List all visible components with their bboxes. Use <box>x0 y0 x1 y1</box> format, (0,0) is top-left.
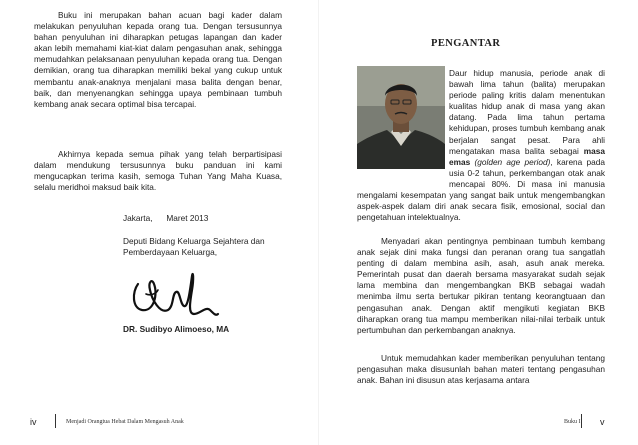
signer-title: Deputi Bidang Keluarga Sejahtera dan Pemberdayaan Keluarga, <box>123 236 265 258</box>
intro-text-pre: Daur hidup manusia, periode anak di bawah lima tahun (balita) merupakan periode paling kritis dalam menentukan kualitas hidup anak di masa yang akan datang. Pada lima tahun pertama kehidupan, proses tumbuh kembang anak berjalan sangat pesat. Para ahli mengatakan masa balita sebagai <box>449 68 605 156</box>
handwritten-signature <box>128 270 220 322</box>
page-title: PENGANTAR <box>431 38 501 49</box>
right-footer-rule <box>581 414 582 428</box>
right-paragraph-3-block <box>357 353 605 386</box>
left-page-number: iv <box>30 417 37 427</box>
place-date: Jakarta, Maret 2013 <box>123 213 209 223</box>
left-paragraph-2-block <box>34 149 282 193</box>
left-paragraph-1: Buku ini merupakan bahan acuan bagi kader dalam melakukan penyuluhan kepada orang tua. Dengan tersusunnya bahan penyuluhan ini diharapkan petugas lapangan dan kader akan lebih memahami kiat-kiat dalam pengasuhan anak, sehingga memudahkan pelaksanaan penyuluhan kepada orang tua. Dengan demikian, orang tua diharapkan memiliki bekal yang cukup untuk membantu anak-anaknya menjalani masa balita dengan benar, baik, dan menyenangkan sehingga upaya pembinaan tumbuh kembang anak secara optimal bisa tercapai. <box>34 10 282 109</box>
left-running-title: Menjadi Orangtua Hebat Dalam Mengasuh Anak <box>66 419 184 425</box>
left-paragraph-2: Akhirnya kepada semua pihak yang telah berpartisipasi dalam mendukung tersusunnya buku panduan ini kami mengucapkan terima kasih, semoga Tuhan Yang Maha Kuasa, selalu meridhoi maksud baik kita. <box>34 149 282 193</box>
right-page-number: v <box>600 417 605 427</box>
right-paragraph-2: Menyadari akan pentingnya pembinaan tumbuh kembang anak sejak dini maka fungsi dan peranan orang tua sangatlah penting di dalam membina asih, asah, asuh anak mereka. Pemerintah pusat dan daerah bersama masyarakat sudah sejak lama membina dan mengembangkan BKB sebagai wadah menimba ilmu serta bertukar pikiran tentang keorangtuaan dan pengasuhan anak. Dengan aktif mengikuti kegiatan BKB diharapkan orang tua mampu memberikan nilai-nilai terbaik untuk pertumbuhan dan perkembangan anaknya. <box>357 236 605 335</box>
intro-emphasis: masa emas <box>449 145 605 167</box>
left-paragraph-1-block <box>34 10 282 110</box>
intro-text-post: , karena pada usia 0-2 tahun, perkembangan otak anak mencapai 80%. Di masa ini manusia mengalami kesempatan yang sangat baik untuk mengembangkan aspek-aspek dalam diri anak secara fisik, emosional, social dan pengetahuan intelektualnya. <box>357 156 606 223</box>
intro-italic: (golden age period) <box>470 156 551 167</box>
photo-wrap-spacer <box>357 68 449 185</box>
right-paragraph-2-block <box>357 236 605 336</box>
right-running-title: Buku I <box>564 419 581 425</box>
left-footer-rule <box>55 414 56 428</box>
right-page <box>319 0 638 445</box>
right-paragraph-1 <box>357 68 605 223</box>
right-paragraph-3: Untuk memudahkan kader memberikan penyuluhan tentang pengasuhan maka disusunlah bahan materi tentang pengasuhan anak. Bahan ini disusun atas kerjasama antara <box>357 353 605 386</box>
signer-name: DR. Sudibyo Alimoeso, MA <box>123 324 230 334</box>
